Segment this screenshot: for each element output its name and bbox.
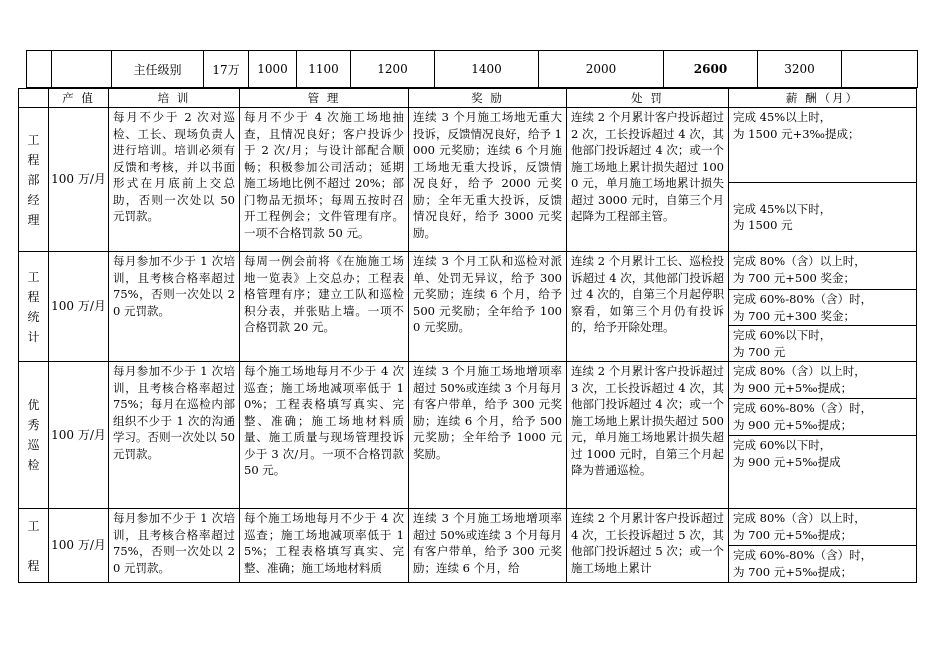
salary-amount: 为 900 元+5‰提成 bbox=[733, 454, 841, 469]
header-training: 培 训 bbox=[109, 89, 240, 108]
level-value: 2000 bbox=[539, 51, 664, 88]
reward-text: 连续 3 个月施工场地增项率超过 50%或连续 3 个月每月有客户带单，给予 300 元奖励；连续 6 个月，给予 500 元奖励；全年给予 1000 元奖励。 bbox=[409, 362, 567, 509]
penalty-text: 连续 2 个月累计客户投诉超过 4 次，工长投诉超过 5 次，其他部门投诉超过 5 次；或一个施工场地上累计 bbox=[567, 509, 729, 583]
blank-cell bbox=[27, 51, 52, 88]
salary-tier bbox=[729, 326, 917, 362]
output-value: 100 万/月 bbox=[49, 509, 109, 583]
blank-cell bbox=[842, 51, 918, 88]
salary-tier bbox=[729, 436, 917, 509]
penalty-text: 连续 2 个月累计客户投诉超过 3 次，工长投诉超过 4 次，其他部门投诉超过 4 次；或一个施工场地上累计损失超过 500 元，单月施工场地累计损失超过 1000 元时，自第三个月起降为普通巡检。 bbox=[567, 362, 729, 509]
salary-amount: 为 700 元+5‰提成； bbox=[733, 564, 853, 579]
management-text: 每周一例会前将《在施施工场地一览表》上交总办；工程表格管理有序；建立工队和巡检积分表，并张贴上墙。一项不合格罚款 20 元。 bbox=[240, 252, 409, 362]
training-text: 每月不少于 2 次对巡检、工长、现场负责人进行培训。培训必须有反馈和考核，并以书面形式在月底前上交总助，否则一次处以 50 元罚款。 bbox=[109, 108, 240, 252]
reward-text: 连续 3 个月施工场地增项率超过 50%或连续 3 个月每月有客户带单，给予 300 元奖励；连续 6 个月，给 bbox=[409, 509, 567, 583]
salary-amount: 为 900 元+5‰提成； bbox=[733, 417, 853, 432]
reward-text: 连续 3 个月施工场地无重大投诉，反馈情况良好，给予 1000 元奖励；连续 6 个月施工场地无重大投诉，反馈情况良好，给予 2000 元奖励；全年无重大投诉，反馈情况良好，给予 3000 元奖励。 bbox=[409, 108, 567, 252]
table-row bbox=[19, 252, 917, 290]
header-reward: 奖 励 bbox=[409, 89, 567, 108]
salary-tier bbox=[729, 362, 917, 399]
header-blank bbox=[19, 89, 49, 108]
salary-condition: 完成 45%以上时， bbox=[733, 110, 832, 124]
level-value: 2600 bbox=[664, 51, 758, 88]
level-label: 主任级别 bbox=[112, 51, 204, 88]
salary-condition: 完成 60%-80%（含）时， bbox=[733, 548, 873, 562]
position-name: 工 程 bbox=[19, 509, 49, 583]
training-text: 每月参加不少于 1 次培训，且考核合格率超过 75%，否则一次处以 20 元罚款。 bbox=[109, 252, 240, 362]
salary-amount: 为 700 元+5‰提成； bbox=[733, 527, 853, 542]
output-value: 100 万/月 bbox=[49, 362, 109, 509]
salary-condition: 完成 60%-80%（含）时， bbox=[733, 292, 873, 306]
salary-tier bbox=[729, 183, 917, 252]
header-salary: 薪 酬（月） bbox=[729, 89, 917, 108]
salary-condition: 完成 45%以下时， bbox=[733, 201, 832, 216]
table-row bbox=[19, 509, 917, 546]
position-name: 优 秀 巡 检 bbox=[19, 362, 49, 509]
training-text: 每月参加不少于 1 次培训，且考核合格率超过 75%，否则一次处以 20 元罚款。 bbox=[109, 509, 240, 583]
salary-condition: 完成 60%以下时， bbox=[733, 438, 832, 452]
management-text: 每月不少于 4 次施工场地抽查，且情况良好；客户投诉少于 2 次/月；与设计部配合顺畅；积极参加公司活动；延期施工场地比例不超过 20%；部门物品无损坏；每周五按时召开工程例会；文件管理有序。一项不合格罚款 50 元。 bbox=[240, 108, 409, 252]
position-name: 工 程 部 经 理 bbox=[19, 108, 49, 252]
salary-tier bbox=[729, 290, 917, 326]
table-row bbox=[19, 108, 917, 183]
penalty-text: 连续 2 个月累计工长、巡检投诉超过 4 次，其他部门投诉超过 4 次的，自第三个月起停职察看，如第三个月仍有投诉的，给予开除处理。 bbox=[567, 252, 729, 362]
salary-amount: 为 900 元+5‰提成； bbox=[733, 380, 853, 395]
header-management: 管 理 bbox=[240, 89, 409, 108]
salary-condition: 完成 80%（含）以上时， bbox=[733, 254, 866, 268]
header-output: 产 值 bbox=[49, 89, 109, 108]
salary-condition: 完成 60%以下时， bbox=[733, 328, 832, 342]
level-value: 1200 bbox=[351, 51, 435, 88]
output-value: 100 万/月 bbox=[49, 252, 109, 362]
table-row bbox=[19, 362, 917, 399]
position-table bbox=[18, 88, 917, 583]
salary-tier bbox=[729, 546, 917, 583]
salary-tier bbox=[729, 108, 917, 183]
header-row bbox=[19, 89, 917, 108]
level-value: 17万 bbox=[204, 51, 249, 88]
salary-amount: 为 1500 元 bbox=[733, 218, 793, 232]
salary-tier bbox=[729, 509, 917, 546]
salary-tier bbox=[729, 252, 917, 290]
salary-condition: 完成 80%（含）以上时， bbox=[733, 364, 866, 378]
reward-text: 连续 3 个月工队和巡检对派单、处罚无异议，给予 300 元奖励；连续 6 个月，给予 500 元奖励；全年给予 1000 元奖励。 bbox=[409, 252, 567, 362]
salary-amount: 为 700 元 bbox=[733, 344, 786, 359]
salary-tier bbox=[729, 399, 917, 436]
level-value: 1000 bbox=[249, 51, 297, 88]
training-text: 每月参加不少于 1 次培训，且考核合格率超过 75%；每月在巡检内部组织不少于 1 次的沟通学习。否则一次处以 50 元罚款。 bbox=[109, 362, 240, 509]
level-value: 1400 bbox=[435, 51, 539, 88]
management-text: 每个施工场地每月不少于 4 次巡查；施工场地减项率低于 10%；工程表格填写真实、完整、准确；施工场地材料质量、施工质量与现场管理投诉少于 3 次/月。一项不合格罚款 50 元。 bbox=[240, 362, 409, 509]
level-value: 3200 bbox=[758, 51, 842, 88]
output-value: 100 万/月 bbox=[49, 108, 109, 252]
salary-condition: 完成 60%-80%（含）时， bbox=[733, 401, 873, 415]
salary-amount: 为 1500 元+3‰提成； bbox=[733, 126, 860, 141]
level-value: 1100 bbox=[297, 51, 351, 88]
salary-amount: 为 700 元+500 奖金； bbox=[733, 270, 856, 285]
position-name: 工 程 统 计 bbox=[19, 252, 49, 362]
salary-condition: 完成 80%（含）以上时， bbox=[733, 511, 866, 525]
level-header-table bbox=[26, 50, 918, 88]
management-text: 每个施工场地每月不少于 4 次巡查；施工场地减项率低于 15%；工程表格填写真实、完整、准确；施工场地材料质 bbox=[240, 509, 409, 583]
salary-amount: 为 700 元+300 奖金； bbox=[733, 308, 856, 323]
header-penalty: 处 罚 bbox=[567, 89, 729, 108]
blank-cell bbox=[52, 51, 112, 88]
penalty-text: 连续 2 个月累计客户投诉超过 2 次，工长投诉超过 4 次，其他部门投诉超过 4 次；或一个施工场地上累计损失超过 1000 元，单月施工场地累计损失超过 3000 元时，自第三个月起降为工程部主管。 bbox=[567, 108, 729, 252]
